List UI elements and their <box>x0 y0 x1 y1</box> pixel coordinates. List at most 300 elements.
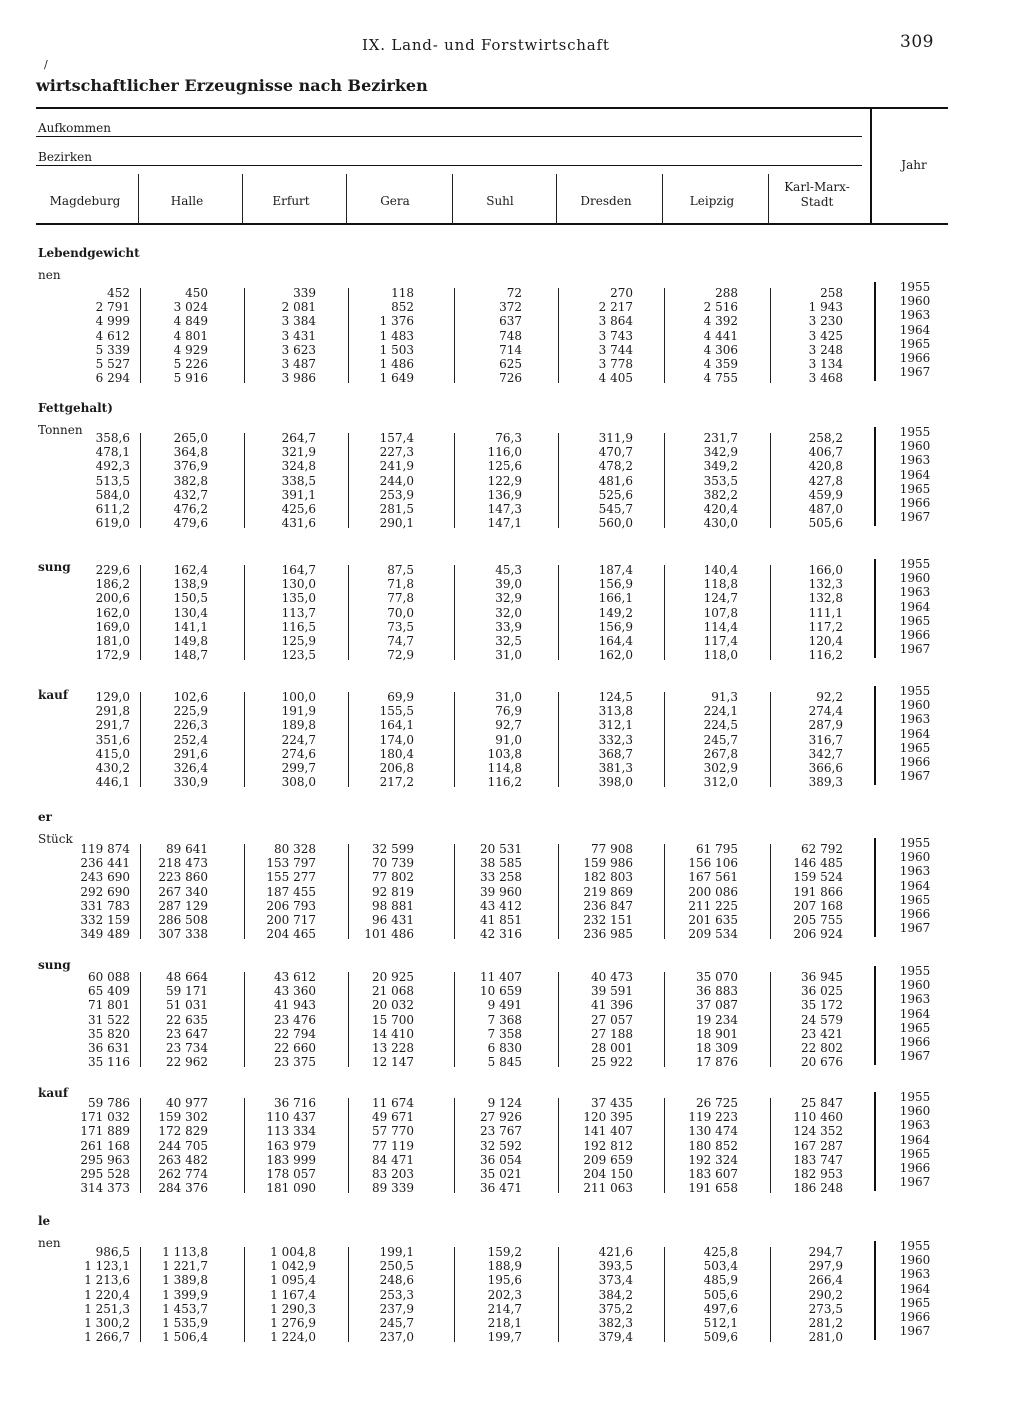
table-cell: 77 908 <box>591 842 633 856</box>
table-cell: 281,2 <box>808 1316 843 1330</box>
table-cell: 217,2 <box>379 775 414 790</box>
table-cell: 281,5 <box>379 502 414 516</box>
table-cell: 332 159 <box>80 913 130 927</box>
table-cell: 181,0 <box>95 634 130 648</box>
table-cell: 136,9 <box>487 487 522 502</box>
table-cell: 123,5 <box>281 648 316 663</box>
year-label: 1967 <box>899 510 931 525</box>
column-divider <box>664 692 665 787</box>
table-cell: 171 889 <box>80 1124 130 1139</box>
table-cell: 379,4 <box>598 1330 633 1345</box>
table-cell: 1 004,8 <box>270 1245 316 1259</box>
table-cell: 159 302 <box>158 1110 208 1125</box>
table-cell: 430,0 <box>703 516 738 531</box>
table-cell: 39 591 <box>591 984 633 999</box>
table-cell: 1 224,0 <box>270 1330 316 1345</box>
table-cell: 312,0 <box>703 775 738 790</box>
table-cell: 478,1 <box>95 445 130 460</box>
year-label: 1964 <box>899 467 931 482</box>
table-cell: 36 945 <box>801 970 843 984</box>
table-cell: 427,8 <box>808 473 843 488</box>
table-cell: 23 767 <box>480 1124 522 1139</box>
table-cell: 27 926 <box>480 1110 522 1125</box>
table-cell: 1 943 <box>808 300 843 315</box>
year-label: 1964 <box>899 599 931 614</box>
table-cell: 244 705 <box>158 1138 208 1153</box>
table-cell: 225,9 <box>173 704 208 719</box>
table-cell: 91,0 <box>495 732 522 747</box>
column-header-divider <box>138 174 139 224</box>
table-cell: 236 847 <box>583 898 633 913</box>
section-heading: sung <box>38 560 71 574</box>
year-column-bar <box>874 838 876 937</box>
table-cell: 149,2 <box>598 605 633 620</box>
table-cell: 446,1 <box>95 775 130 790</box>
table-cell: 166,1 <box>598 591 633 606</box>
year-label: 1964 <box>899 878 931 893</box>
table-cell: 27 188 <box>591 1026 633 1041</box>
table-cell: 36 716 <box>274 1096 316 1110</box>
table-cell: 9 124 <box>487 1096 522 1110</box>
table-cell: 3 024 <box>173 300 208 315</box>
column-header-2: Erfurt <box>272 194 310 208</box>
column-divider <box>558 288 559 383</box>
table-cell: 201 635 <box>688 913 738 927</box>
table-cell: 481,6 <box>598 473 633 488</box>
table-cell: 80 328 <box>274 842 316 856</box>
table-cell: 100,0 <box>281 690 316 704</box>
table-cell: 391,1 <box>281 487 316 502</box>
year-label: 1963 <box>899 1267 931 1282</box>
table-cell: 76,3 <box>495 431 522 445</box>
table-cell: 96 431 <box>372 913 414 927</box>
table-cell: 35 116 <box>88 1055 130 1070</box>
table-cell: 3 134 <box>808 357 843 371</box>
column-divider <box>454 1247 455 1342</box>
year-label: 1967 <box>899 1175 931 1190</box>
column-divider <box>664 433 665 528</box>
column-header-6: Leipzig <box>689 194 735 208</box>
column-divider <box>140 844 141 939</box>
table-cell: 299,7 <box>281 761 316 775</box>
table-cell: 637 <box>499 314 522 329</box>
table-cell: 32 599 <box>372 842 414 856</box>
column-divider <box>348 1247 349 1342</box>
table-cell: 124,7 <box>703 591 738 606</box>
table-cell: 311,9 <box>598 431 633 445</box>
table-cell: 51 031 <box>166 998 208 1013</box>
table-cell: 83 203 <box>372 1167 414 1181</box>
table-cell: 1 376 <box>379 314 414 329</box>
table-cell: 169,0 <box>95 619 130 634</box>
column-divider <box>770 433 771 528</box>
table-cell: 4 999 <box>95 314 130 329</box>
table-cell: 147,1 <box>487 516 522 531</box>
table-cell: 237,0 <box>379 1330 414 1345</box>
table-cell: 339 <box>293 286 316 300</box>
table-cell: 302,9 <box>703 761 738 775</box>
table-cell: 15 700 <box>372 1012 414 1027</box>
table-cell: 2 217 <box>598 300 633 315</box>
table-title: wirtschaftlicher Erzeugnisse nach Bezirken <box>36 76 428 95</box>
year-label: 1964 <box>899 1006 931 1021</box>
table-cell: 41 851 <box>480 913 522 927</box>
table-cell: 241,9 <box>379 459 414 474</box>
table-cell: 6 830 <box>487 1041 522 1055</box>
table-cell: 267 340 <box>158 884 208 899</box>
table-cell: 89 339 <box>372 1181 414 1196</box>
table-cell: 263 482 <box>158 1152 208 1167</box>
table-cell: 218 473 <box>158 856 208 871</box>
table-cell: 243 690 <box>80 870 130 885</box>
table-cell: 191 658 <box>688 1181 738 1196</box>
table-cell: 120 395 <box>583 1110 633 1125</box>
table-cell: 726 <box>499 371 522 386</box>
year-label: 1966 <box>899 907 931 921</box>
table-cell: 206,8 <box>379 761 414 775</box>
table-cell: 267,8 <box>703 746 738 761</box>
table-cell: 22 794 <box>274 1026 316 1041</box>
column-header-1: Halle <box>170 194 204 208</box>
table-cell: 265,0 <box>173 431 208 445</box>
jahr-divider <box>870 108 872 224</box>
table-cell: 180,4 <box>379 746 414 761</box>
table-cell: 132,3 <box>808 577 843 592</box>
table-cell: 4 612 <box>95 328 130 343</box>
column-divider <box>664 844 665 939</box>
table-cell: 60 088 <box>88 970 130 984</box>
table-cell: 366,6 <box>808 761 843 775</box>
table-cell: 10 659 <box>480 984 522 999</box>
table-cell: 37 435 <box>591 1096 633 1110</box>
table-cell: 110 460 <box>793 1110 843 1125</box>
table-cell: 420,8 <box>808 459 843 474</box>
column-divider <box>348 433 349 528</box>
table-cell: 156 106 <box>688 856 738 871</box>
year-column-bar <box>874 427 876 526</box>
table-cell: 1 042,9 <box>270 1259 316 1274</box>
table-cell: 431,6 <box>281 516 316 531</box>
table-cell: 117,4 <box>703 634 738 648</box>
table-cell: 292 690 <box>80 884 130 899</box>
table-cell: 373,4 <box>598 1273 633 1288</box>
table-cell: 1 486 <box>379 357 414 371</box>
table-cell: 1 453,7 <box>162 1301 208 1316</box>
table-cell: 180 852 <box>688 1138 738 1153</box>
year-label: 1955 <box>899 836 931 850</box>
table-cell: 40 977 <box>166 1096 208 1110</box>
table-cell: 237,9 <box>379 1301 414 1316</box>
table-cell: 181 090 <box>266 1181 316 1196</box>
table-cell: 330,9 <box>173 775 208 790</box>
table-cell: 48 664 <box>166 970 208 984</box>
table-cell: 45,3 <box>495 563 522 577</box>
table-cell: 116,5 <box>281 619 316 634</box>
year-label: 1965 <box>899 740 931 755</box>
table-cell: 31 522 <box>88 1012 130 1027</box>
table-cell: 41 396 <box>591 998 633 1013</box>
year-column-bar <box>874 1092 876 1191</box>
table-cell: 155,5 <box>379 704 414 719</box>
table-cell: 2 516 <box>703 300 738 315</box>
table-cell: 138,9 <box>173 577 208 592</box>
table-cell: 313,8 <box>598 704 633 719</box>
table-cell: 376,9 <box>173 459 208 474</box>
table-cell: 245,7 <box>703 732 738 747</box>
table-cell: 125,6 <box>487 459 522 474</box>
table-cell: 209 659 <box>583 1152 633 1167</box>
table-cell: 384,2 <box>598 1287 633 1302</box>
table-cell: 26 725 <box>696 1096 738 1110</box>
table-cell: 156,9 <box>598 619 633 634</box>
year-label: 1955 <box>899 1239 931 1253</box>
column-header-5: Dresden <box>580 194 632 208</box>
table-cell: 316,7 <box>808 732 843 747</box>
table-cell: 120,4 <box>808 634 843 648</box>
table-cell: 3 623 <box>281 342 316 357</box>
table-cell: 748 <box>499 328 522 343</box>
table-cell: 22 802 <box>801 1041 843 1055</box>
table-cell: 164,7 <box>281 563 316 577</box>
table-cell: 19 234 <box>696 1012 738 1027</box>
table-cell: 200,6 <box>95 591 130 606</box>
table-cell: 332,3 <box>598 732 633 747</box>
table-cell: 191,9 <box>281 704 316 719</box>
table-cell: 116,2 <box>808 648 843 663</box>
table-cell: 4 405 <box>598 371 633 386</box>
table-cell: 406,7 <box>808 445 843 460</box>
year-label: 1960 <box>899 978 931 993</box>
table-cell: 74,7 <box>387 634 414 648</box>
table-cell: 382,8 <box>173 473 208 488</box>
section-heading: sung <box>38 958 71 972</box>
table-cell: 258,2 <box>808 431 843 445</box>
table-cell: 560,0 <box>598 516 633 531</box>
table-cell: 287 129 <box>158 898 208 913</box>
year-label: 1967 <box>899 921 931 936</box>
table-cell: 20 032 <box>372 998 414 1013</box>
table-cell: 155 277 <box>266 870 316 885</box>
table-cell: 3 425 <box>808 328 843 343</box>
table-cell: 77 802 <box>372 870 414 885</box>
table-cell: 284 376 <box>158 1181 208 1196</box>
table-cell: 202,3 <box>487 1287 522 1302</box>
table-cell: 1 399,9 <box>162 1287 208 1302</box>
table-cell: 4 359 <box>703 357 738 371</box>
table-cell: 118,0 <box>703 648 738 663</box>
table-cell: 35 070 <box>696 970 738 984</box>
table-cell: 153 797 <box>266 856 316 871</box>
table-cell: 40 473 <box>591 970 633 984</box>
table-cell: 150,5 <box>173 591 208 606</box>
table-cell: 281,0 <box>808 1330 843 1345</box>
table-cell: 224,7 <box>281 732 316 747</box>
table-cell: 25 922 <box>591 1055 633 1070</box>
table-cell: 36 631 <box>88 1041 130 1055</box>
table-cell: 1 300,2 <box>84 1316 130 1330</box>
table-cell: 5 339 <box>95 342 130 357</box>
table-cell: 77 119 <box>372 1138 414 1153</box>
table-cell: 156,9 <box>598 577 633 592</box>
year-label: 1966 <box>899 1161 931 1175</box>
table-cell: 57 770 <box>372 1124 414 1139</box>
table-cell: 102,6 <box>173 690 208 704</box>
year-label: 1965 <box>899 1146 931 1161</box>
header-bottom-rule <box>36 223 948 225</box>
table-cell: 37 087 <box>696 998 738 1013</box>
table-cell: 1 221,7 <box>162 1259 208 1274</box>
column-divider <box>770 844 771 939</box>
table-cell: 244,0 <box>379 473 414 488</box>
table-cell: 199,7 <box>487 1330 522 1345</box>
table-cell: 43 412 <box>480 898 522 913</box>
table-cell: 114,8 <box>487 761 522 775</box>
table-cell: 5 845 <box>487 1055 522 1070</box>
column-divider <box>140 972 141 1067</box>
table-cell: 49 671 <box>372 1110 414 1125</box>
table-cell: 23 375 <box>274 1055 316 1070</box>
table-cell: 478,2 <box>598 459 633 474</box>
table-cell: 3 744 <box>598 342 633 357</box>
column-divider <box>454 565 455 660</box>
table-cell: 130,0 <box>281 577 316 592</box>
column-header-divider <box>556 174 557 224</box>
table-cell: 430,2 <box>95 761 130 775</box>
table-cell: 274,6 <box>281 746 316 761</box>
table-cell: 187,4 <box>598 563 633 577</box>
table-cell: 135,0 <box>281 591 316 606</box>
table-cell: 1 113,8 <box>162 1245 208 1259</box>
table-cell: 118,8 <box>703 577 738 592</box>
table-cell: 183 999 <box>266 1152 316 1167</box>
table-cell: 288 <box>715 286 738 300</box>
table-cell: 3 468 <box>808 371 843 386</box>
table-cell: 4 929 <box>173 342 208 357</box>
table-cell: 258 <box>820 286 843 300</box>
table-cell: 20 531 <box>480 842 522 856</box>
column-divider <box>558 972 559 1067</box>
year-label: 1960 <box>899 1253 931 1268</box>
table-cell: 611,2 <box>95 502 130 516</box>
column-divider <box>348 972 349 1067</box>
table-cell: 87,5 <box>387 563 414 577</box>
table-cell: 186,2 <box>95 577 130 592</box>
table-cell: 71 801 <box>88 998 130 1013</box>
year-label: 1963 <box>899 864 931 879</box>
table-cell: 7 358 <box>487 1026 522 1041</box>
column-divider <box>348 288 349 383</box>
table-cell: 12 147 <box>372 1055 414 1070</box>
table-cell: 39,0 <box>495 577 522 592</box>
year-label: 1966 <box>899 628 931 642</box>
table-cell: 164,4 <box>598 634 633 648</box>
table-cell: 92 819 <box>372 884 414 899</box>
table-cell: 420,4 <box>703 502 738 516</box>
table-cell: 342,7 <box>808 746 843 761</box>
column-divider <box>140 1098 141 1193</box>
top-rule <box>36 107 948 109</box>
table-cell: 1 251,3 <box>84 1301 130 1316</box>
table-cell: 23 476 <box>274 1012 316 1027</box>
table-cell: 261 168 <box>80 1138 130 1153</box>
aufkommen-label: Aufkommen <box>38 121 111 135</box>
table-cell: 1 276,9 <box>270 1316 316 1330</box>
year-label: 1964 <box>899 1132 931 1147</box>
table-cell: 118 <box>391 286 414 300</box>
table-cell: 321,9 <box>281 445 316 460</box>
table-cell: 22 962 <box>166 1055 208 1070</box>
table-cell: 32,5 <box>495 634 522 648</box>
table-cell: 162,0 <box>598 648 633 663</box>
table-cell: 20 925 <box>372 970 414 984</box>
table-cell: 186 248 <box>793 1181 843 1196</box>
year-label: 1955 <box>899 557 931 571</box>
table-cell: 4 306 <box>703 342 738 357</box>
section-heading: Lebendgewicht <box>38 246 140 260</box>
table-cell: 5 916 <box>173 371 208 386</box>
column-divider <box>558 565 559 660</box>
aufkommen-rule <box>36 136 862 137</box>
table-cell: 415,0 <box>95 746 130 761</box>
table-cell: 358,6 <box>95 431 130 445</box>
table-cell: 73,5 <box>387 619 414 634</box>
column-header-divider <box>662 174 663 224</box>
table-cell: 84 471 <box>372 1152 414 1167</box>
column-divider <box>770 1247 771 1342</box>
table-cell: 382,2 <box>703 487 738 502</box>
column-divider <box>558 692 559 787</box>
table-cell: 459,9 <box>808 487 843 502</box>
year-label: 1960 <box>899 850 931 865</box>
table-cell: 5 527 <box>95 357 130 371</box>
table-cell: 226,3 <box>173 718 208 733</box>
table-cell: 98 881 <box>372 898 414 913</box>
year-label: 1963 <box>899 712 931 727</box>
table-cell: 224,1 <box>703 704 738 719</box>
table-cell: 164,1 <box>379 718 414 733</box>
table-cell: 114,4 <box>703 619 738 634</box>
table-cell: 505,6 <box>808 516 843 531</box>
table-cell: 1 506,4 <box>162 1330 208 1345</box>
table-cell: 270 <box>610 286 633 300</box>
column-divider <box>454 692 455 787</box>
column-divider <box>664 972 665 1067</box>
table-cell: 140,4 <box>703 563 738 577</box>
table-cell: 32,9 <box>495 591 522 606</box>
table-cell: 512,1 <box>703 1316 738 1330</box>
table-cell: 36 054 <box>480 1152 522 1167</box>
tick-mark: / <box>44 58 48 71</box>
table-cell: 294,7 <box>808 1245 843 1259</box>
year-label: 1963 <box>899 992 931 1007</box>
year-label: 1967 <box>899 642 931 657</box>
table-cell: 89 641 <box>166 842 208 856</box>
table-cell: 1 649 <box>379 371 414 386</box>
table-cell: 167 287 <box>793 1138 843 1153</box>
table-cell: 148,7 <box>173 648 208 663</box>
table-cell: 290,1 <box>379 516 414 531</box>
bezirken-rule <box>36 165 862 166</box>
table-cell: 291,7 <box>95 718 130 733</box>
table-cell: 368,7 <box>598 746 633 761</box>
table-cell: 3 986 <box>281 371 316 386</box>
section-heading: le <box>38 1214 51 1228</box>
table-cell: 14 410 <box>372 1026 414 1041</box>
column-divider <box>244 565 245 660</box>
table-cell: 132,8 <box>808 591 843 606</box>
table-cell: 209 534 <box>688 927 738 942</box>
table-cell: 312,1 <box>598 718 633 733</box>
